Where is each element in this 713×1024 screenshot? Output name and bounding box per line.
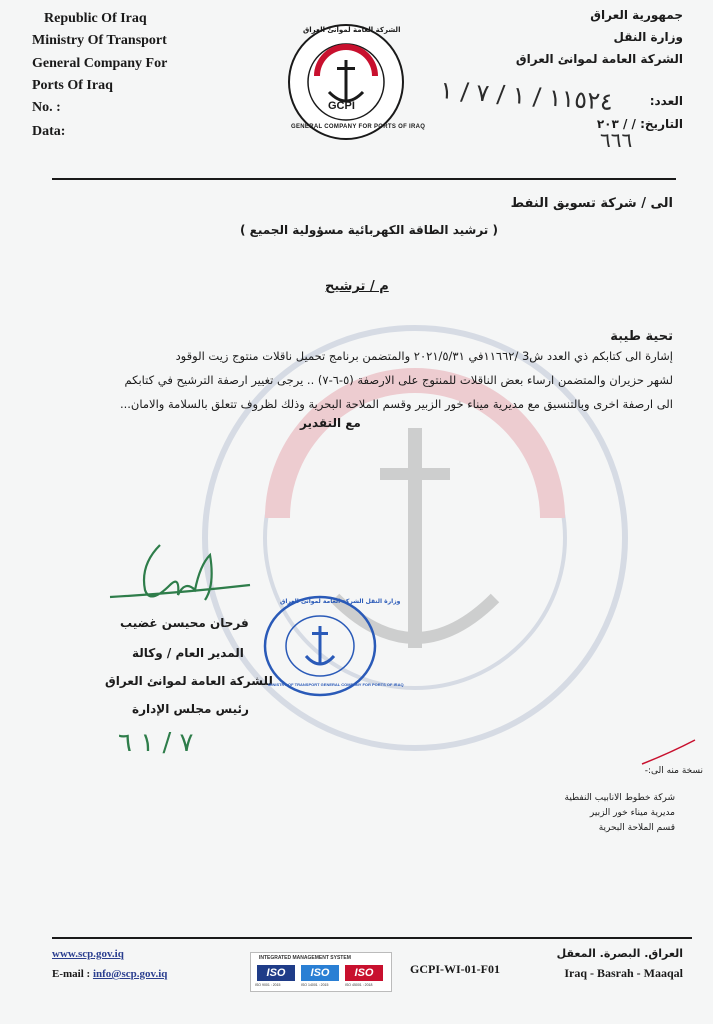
body-line-2: لشهر حزيران والمتضمن ارساء بعض الناقلات للمنتوج على الارصفة (٥-٦-٧) .. يرجى تغيير ارصفة الترشيح في كتابكم — [124, 373, 673, 387]
form-code: GCPI-WI-01-F01 — [410, 962, 500, 976]
handwritten-number: ١١٥٢٤ / ١ / ٧ / ١ — [439, 75, 614, 117]
signature-scribble — [100, 535, 260, 615]
footer-divider — [52, 937, 692, 939]
iso-badge-3: ISO — [345, 965, 383, 981]
signature-date: ٧ / ١ ٦ — [118, 728, 194, 758]
company-logo — [281, 22, 426, 142]
header-en-line4: Ports Of Iraq — [32, 78, 113, 93]
copy-item-3: قسم الملاحة البحرية — [598, 823, 675, 833]
closing: مع التقدير — [300, 416, 361, 430]
signatory-title-3: رئيس مجلس الإدارة — [132, 702, 249, 716]
iso-code-1: ISO 9001 : 2015 — [255, 983, 281, 987]
body-line-3: الى ارصفة اخرى وبالتنسيق مع مديرية ميناء خور الزبير وقسم الملاحة البحرية وذلك لظروف تتعلق بالسلامة والامان... — [119, 397, 673, 411]
header-ar-line3: الشركة العامة لموانئ العراق — [515, 52, 683, 66]
signatory-title-1: المدير العام / وكالة — [132, 646, 244, 660]
greeting: تحية طيبة — [610, 329, 673, 344]
handwritten-date: ٦٦٦ — [600, 128, 633, 152]
header-en-line2: Ministry Of Transport — [32, 33, 167, 48]
signatory-name: فرحان محيسن غضيب — [120, 616, 249, 630]
header-ar-number-label: العدد: — [649, 94, 683, 108]
header-ar-line1: جمهورية العراق — [590, 8, 683, 22]
recipient: الى / شركة تسويق النفط — [510, 196, 673, 211]
logo-ring-text-en: GENERAL COMPANY FOR PORTS OF IRAQ — [291, 124, 426, 130]
iso-code-2: ISO 14001 : 2015 — [301, 983, 329, 987]
logo-abbr: GCPI — [328, 100, 355, 112]
copy-item-2: مديرية ميناء خور الزبير — [589, 808, 675, 818]
email-link[interactable]: info@scp.gov.iq — [92, 968, 168, 980]
stamp-ring-top: وزارة النقل الشركة العامة لموانئ العراق — [280, 598, 401, 605]
website-link[interactable]: www.scp.gov.iq — [52, 948, 124, 960]
handwritten-mark — [640, 738, 700, 768]
header-ar-line2: وزارة النقل — [613, 30, 683, 44]
header-en-line1: Republic Of Iraq — [44, 11, 147, 26]
header-en-line3: General Company For — [32, 56, 168, 71]
header-divider — [52, 178, 676, 180]
iso-badge-1: ISO — [257, 965, 295, 981]
official-stamp — [262, 594, 404, 698]
subject: م / ترشيح — [325, 279, 389, 294]
iso-code-3: ISO 45001 : 2018 — [345, 983, 373, 987]
header-en-date-label: Data: — [32, 124, 66, 139]
header-ar-date-label: التاريخ: / / ٢٠٣ — [596, 117, 683, 131]
ims-title: INTEGRATED MANAGEMENT SYSTEM — [259, 955, 351, 961]
signatory-title-2: للشركة العامة لموانئ العراق — [105, 674, 273, 688]
copy-item-1: شركة خطوط الانابيب النفطية — [564, 793, 675, 803]
address-en: Iraq - Basrah - Maaqal — [564, 966, 683, 980]
email-label: E-mail : — [52, 968, 91, 980]
header-en-no-label: No. : — [32, 100, 61, 115]
logo-ring-text-ar: الشركة العامة لموانئ العراق — [303, 26, 401, 34]
copies-heading: نسخة منه الى:- — [644, 766, 703, 776]
iso-block — [250, 952, 392, 992]
slogan: ( ترشيد الطاقة الكهربائية مسؤولية الجميع ) — [240, 223, 498, 237]
address-ar: العراق. البصرة. المعقل — [556, 947, 683, 960]
stamp-ring-bottom: MINISTRY OF TRANSPORT GENERAL COMPANY FOR PORTS OF IRAQ — [268, 682, 404, 687]
body-line-1: إشارة الى كتابكم ذي العدد ش3 /١١٦٦٢في ٢٠٢١/٥/٣١ والمتضمن برنامج تحميل ناقلات منتوج زيت الوقود — [175, 349, 673, 363]
iso-badge-2: ISO — [301, 965, 339, 981]
email-row — [52, 968, 167, 980]
